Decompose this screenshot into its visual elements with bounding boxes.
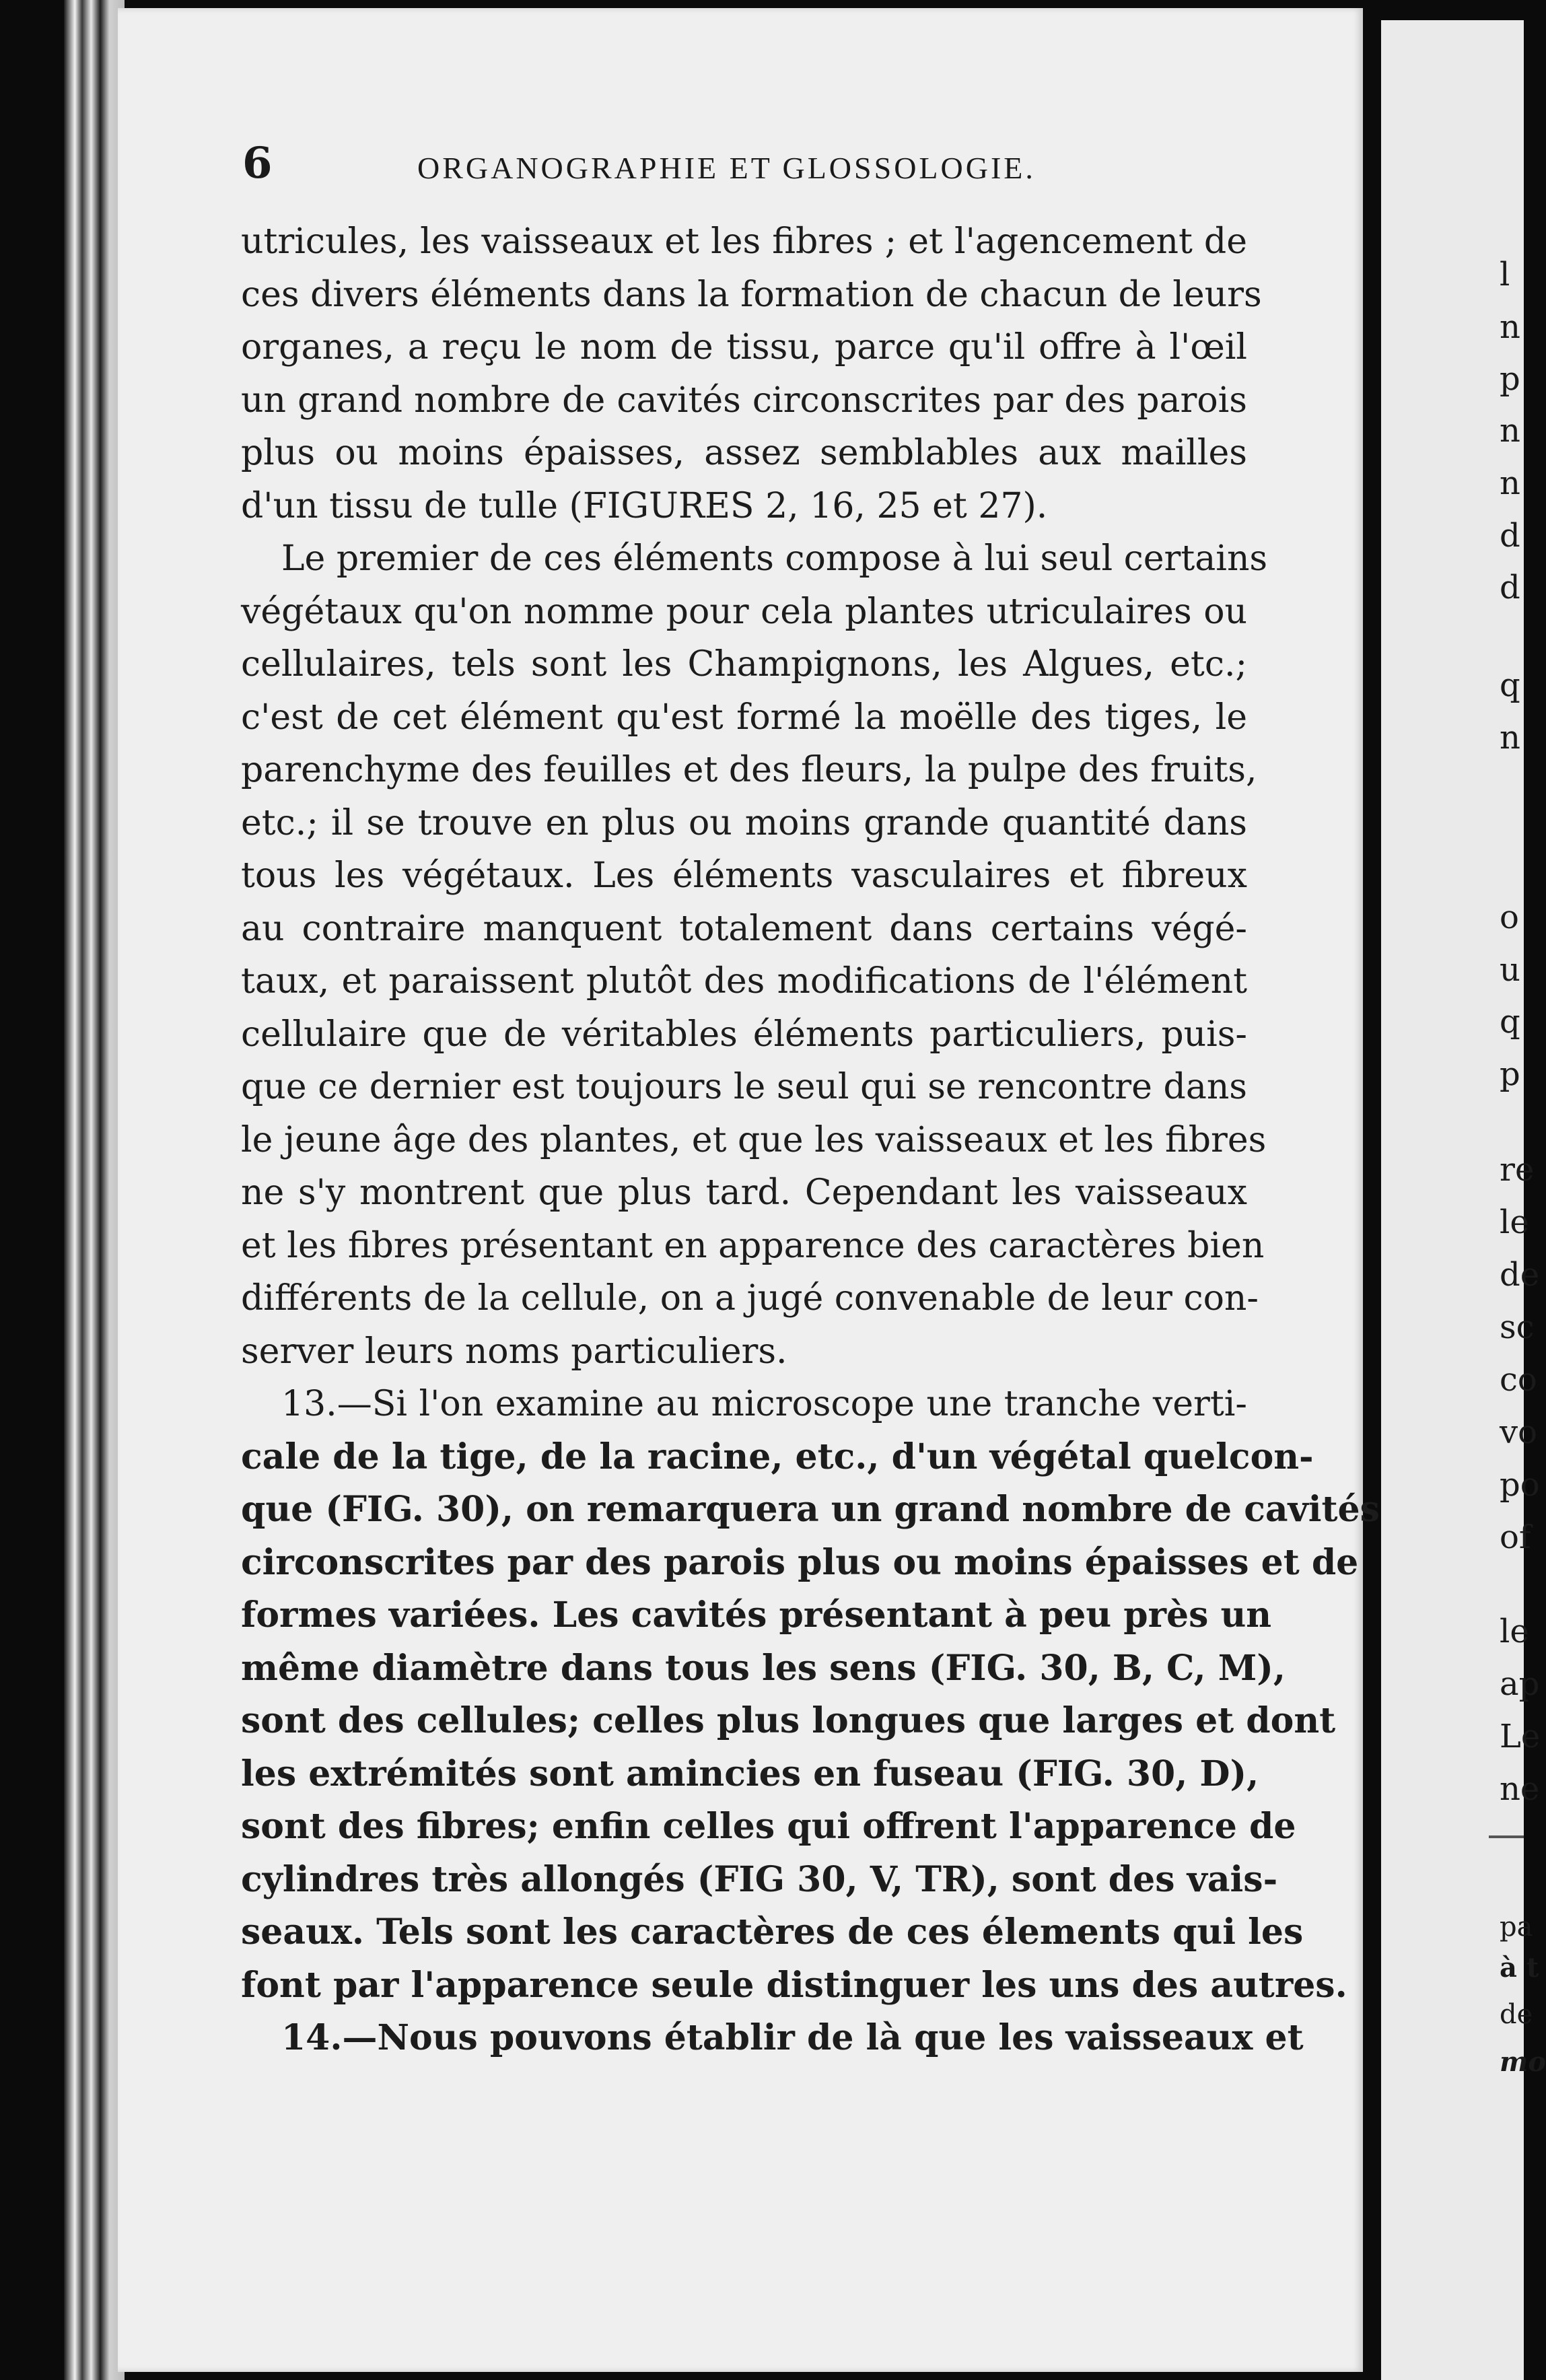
text-line: Le premier de ces éléments compose à lui seul certains: [281, 538, 1268, 579]
text-line: circonscrites par des parois plus ou moins épaisses et de: [241, 1541, 1359, 1583]
text-line: c'est de cet élément qu'est formé la moëlle des tiges, le: [241, 697, 1247, 738]
right-page-fragment: re: [1500, 1151, 1535, 1189]
right-page-fragment: pa: [1500, 1912, 1533, 1943]
text-line: que (FIG. 30), on remarquera un grand nombre de cavités: [241, 1489, 1380, 1530]
text-line: plus ou moins épaisses, assez semblables aux mailles: [241, 433, 1247, 473]
right-page-fragment: q: [1500, 666, 1520, 704]
right-page-fragment: q: [1500, 1003, 1520, 1041]
text-line: 14.—Nous pouvons établir de là que les vaisseaux et: [281, 2017, 1304, 2058]
right-page-fragment: n: [1500, 412, 1520, 450]
text-line: font par l'apparence seule distinguer les uns des autres.: [241, 1964, 1347, 2006]
right-page-fragment: l: [1500, 256, 1510, 293]
right-page-fragment: u: [1500, 951, 1520, 989]
right-page-fragment: d: [1500, 569, 1520, 606]
right-page-fragment: Le: [1500, 1718, 1541, 1755]
right-page-fragment: le: [1500, 1203, 1529, 1241]
text-line: un grand nombre de cavités circonscrites par des parois: [241, 380, 1247, 421]
text-line: sont des cellules; celles plus longues que larges et dont: [241, 1700, 1336, 1741]
text-line: le jeune âge des plantes, et que les vaisseaux et les fibres: [241, 1119, 1267, 1160]
right-page-fragment: o: [1500, 899, 1519, 936]
right-page-fragment: vo: [1500, 1413, 1538, 1451]
right-page-fragment: p: [1500, 360, 1520, 398]
right-page-fragment: of: [1500, 1518, 1531, 1556]
text-line: 13.—Si l'on examine au microscope une tranche verti-: [281, 1384, 1247, 1424]
text-line: parenchyme des feuilles et des fleurs, la pulpe des fruits,: [241, 750, 1257, 790]
text-line: cellulaires, tels sont les Champignons, les Algues, etc.;: [241, 644, 1247, 685]
right-page-fragment: co: [1500, 1361, 1537, 1399]
page-header: [242, 138, 1286, 188]
text-line: taux, et paraissent plutôt des modifications de l'élément: [241, 961, 1247, 1002]
right-page-fragment: n: [1500, 464, 1520, 502]
book-spine-edge: [64, 0, 125, 2380]
text-line: même diamètre dans tous les sens (FIG. 30, B, C, M),: [241, 1647, 1286, 1689]
text-line: au contraire manquent totalement dans certains végé-: [241, 908, 1247, 949]
right-page-rule: [1489, 1835, 1524, 1838]
text-line: organes, a reçu le nom de tissu, parce qu'il offre à l'œil: [241, 327, 1247, 368]
right-page-fragment: n: [1500, 308, 1520, 346]
text-line: seaux. Tels sont les caractères de ces élements qui les: [241, 1912, 1304, 1953]
text-line: utricules, les vaisseaux et les fibres ; et l'agencement de: [241, 221, 1247, 262]
right-page-fragment: ne: [1500, 1770, 1540, 1808]
text-line: server leurs noms particuliers.: [241, 1331, 787, 1372]
text-line: et les fibres présentant en apparence des caractères bien: [241, 1225, 1265, 1266]
right-page-fragment: mo: [1500, 2046, 1546, 2078]
text-line: sont des fibres; enfin celles qui offrent l'apparence de: [241, 1806, 1296, 1847]
text-line: végétaux qu'on nomme pour cela plantes utriculaires ou: [241, 591, 1247, 632]
right-page-fragment: n: [1500, 719, 1520, 757]
right-page-fragment: de: [1500, 1256, 1540, 1294]
text-line: différents de la cellule, on a jugé convenable de leur con-: [241, 1278, 1259, 1319]
text-line: formes variées. Les cavités présentant à peu près un: [241, 1595, 1272, 1636]
right-page-fragment: ap: [1500, 1665, 1540, 1703]
text-line: cylindres très allongés (FIG 30, V, TR), sont des vais-: [241, 1858, 1278, 1900]
text-line: ne s'y montrent que plus tard. Cependant les vaisseaux: [241, 1172, 1247, 1213]
body-text: [241, 215, 1380, 2065]
right-page-fragment: le: [1500, 1613, 1529, 1650]
text-line: d'un tissu de tulle (FIGURES 2, 16, 25 et 27).: [241, 485, 1048, 526]
right-page-fragment: à t: [1500, 1952, 1539, 1984]
text-line: etc.; il se trouve en plus ou moins grande quantité dans: [241, 802, 1247, 843]
right-page-fragment: po: [1500, 1466, 1540, 1504]
right-page-fragment: d: [1500, 517, 1520, 555]
text-line: que ce dernier est toujours le seul qui se rencontre dans: [241, 1067, 1247, 1107]
right-page-fragment: sc: [1500, 1308, 1535, 1346]
running-head: ORGANOGRAPHIE ET GLOSSOLOGIE.: [417, 151, 1036, 185]
text-line: tous les végétaux. Les éléments vasculaires et fibreux: [241, 855, 1247, 896]
right-page-fragment: de: [1500, 1999, 1533, 2030]
text-line: cale de la tige, de la racine, etc., d'un végétal quelcon-: [241, 1436, 1314, 1477]
text-line: les extrémités sont amincies en fuseau (FIG. 30, D),: [241, 1753, 1259, 1794]
page-number: 6: [242, 138, 273, 188]
text-line: ces divers éléments dans la formation de chacun de leurs: [241, 274, 1262, 315]
text-line: cellulaire que de véritables éléments particuliers, puis-: [241, 1014, 1247, 1055]
right-page-fragment: p: [1500, 1055, 1520, 1093]
